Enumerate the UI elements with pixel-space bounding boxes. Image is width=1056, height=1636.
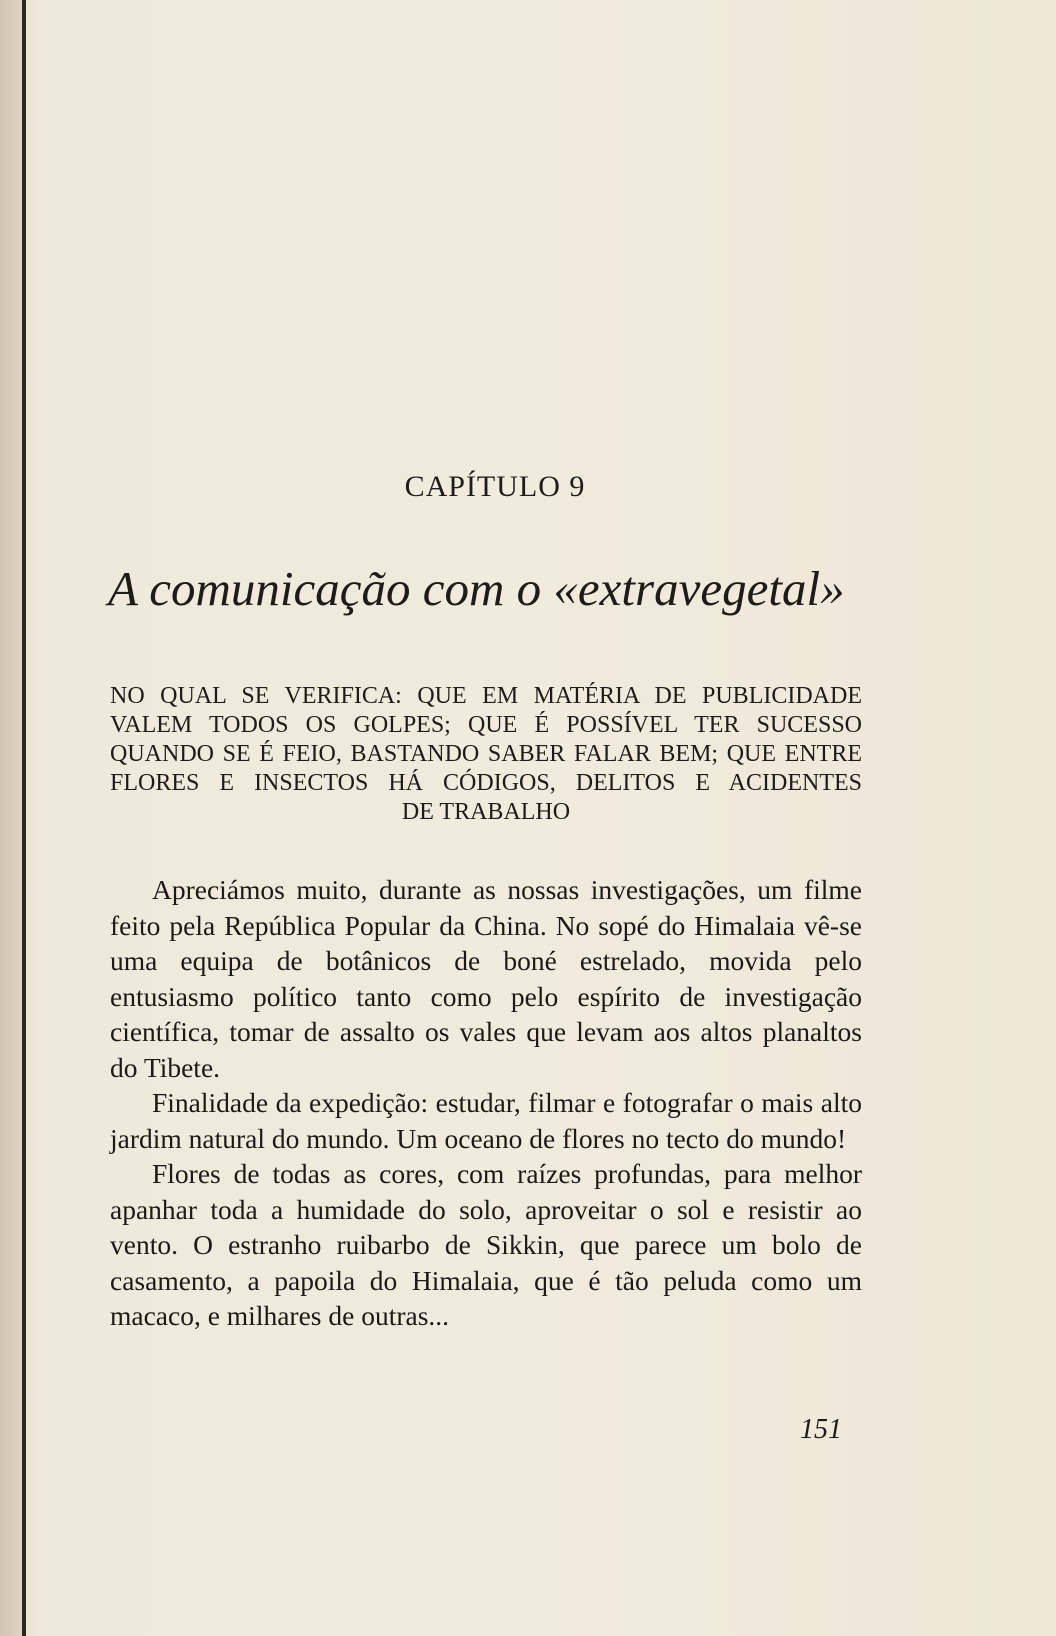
paragraph: Flores de todas as cores, com raízes profundas, para melhor apanhar toda a humidade do solo, aproveitar o sol e resistir ao vento. O estranho ruibarbo de Sikkin, que parece um bolo de casamento, a papoila do Himalaia, que é tão peluda como um macaco, e milhares de outras... [110, 1158, 862, 1331]
chapter-label: CAPÍTULO 9 [404, 470, 586, 503]
summary-line: DE TRABALHO [401, 799, 571, 825]
page-spine-edge [22, 0, 26, 1636]
summary-line: VALEM TODOS OS GOLPES; QUE É POSSÍVEL TER SUCESSO [110, 712, 862, 738]
chapter-summary [110, 682, 862, 827]
page-number: 151 [800, 1414, 842, 1445]
summary-line: NO QUAL SE VERIFICA: QUE EM MATÉRIA DE PUBLICIDADE [110, 683, 862, 709]
body-text [110, 872, 862, 1334]
paragraph: Finalidade da expedição: estudar, filmar e fotografar o mais alto jardim natural do mundo. Um oceano de flores no tecto do mundo! [110, 1087, 862, 1154]
paragraph: Apreciámos muito, durante as nossas investigações, um filme feito pela República Popular da China. No sopé do Himalaia vê-se uma equipa de botânicos de boné estrelado, movida pelo entusiasmo político tanto como pelo espírito de investigação científica, tomar de assalto os vales que levam aos altos planaltos do Tibete. [110, 874, 862, 1083]
page-spine-shadow [0, 0, 22, 1636]
summary-line: QUANDO SE É FEIO, BASTANDO SABER FALAR BEM; QUE ENTRE [110, 741, 862, 767]
summary-line: FLORES E INSECTOS HÁ CÓDIGOS, DELITOS E ACIDENTES [110, 770, 862, 796]
chapter-title: A comunicação com o «extravegetal» [108, 561, 845, 616]
